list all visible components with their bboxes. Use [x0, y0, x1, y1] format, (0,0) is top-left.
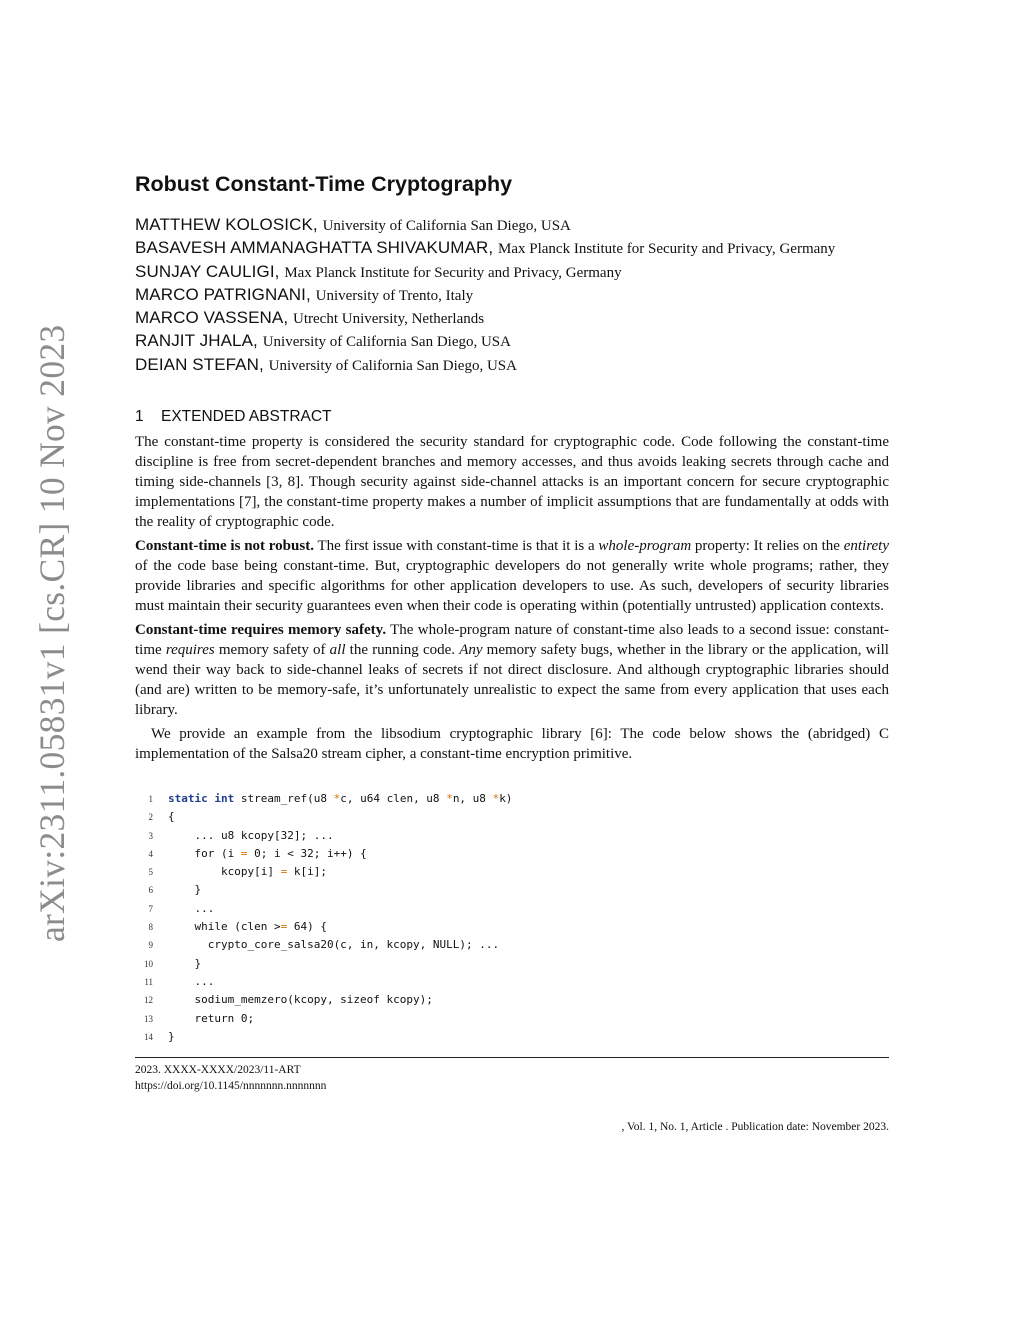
- code-source: [168, 900, 214, 918]
- line-number: 2: [148, 812, 153, 823]
- author-name: BASAVESH AMMANAGHATTA SHIVAKUMAR: [135, 238, 489, 258]
- section-heading: [135, 406, 889, 428]
- code-line: [135, 936, 889, 954]
- code-token: *: [492, 792, 500, 805]
- code-token: 0; i < 32; i++) {: [247, 846, 367, 860]
- code-source: [168, 973, 214, 991]
- line-number: 13: [144, 1013, 153, 1024]
- emphasis: whole-program: [598, 538, 692, 554]
- paragraph-not-robust: Constant-time is not robust. The first issue with constant-time is that it is a whole-program property: It relies on the entirety of the code base being constant-time. But, cryptographic developers do not generally write whole programs; rather, they provide libraries and specific algorithms for other application developers to use. As such, developers of security libraries must maintain their security guarantees even when their code is operating within (potentially untrusted) application contexts.: [135, 538, 889, 614]
- code-source: [168, 827, 334, 845]
- code-source: [168, 845, 367, 863]
- code-line: [135, 955, 889, 973]
- emphasis: Any: [459, 642, 483, 658]
- line-number: 11: [144, 976, 153, 987]
- author-affiliation: University of California San Diego, USA: [268, 357, 517, 374]
- author-entry: MATTHEW KOLOSICK, University of California San Diego, USA: [135, 215, 571, 234]
- code-source: [168, 955, 201, 973]
- author-list: [135, 213, 889, 376]
- line-number: 1: [148, 794, 153, 804]
- emphasis: all: [329, 642, 346, 658]
- publication-info: , Vol. 1, No. 1, Article . Publication date: November 2023.: [621, 1121, 889, 1133]
- code-token: ...: [168, 974, 215, 988]
- code-token: stream_ref(u8: [234, 792, 334, 805]
- code-source: [168, 881, 201, 899]
- code-token: sodium_memzero(kcopy, sizeof kcopy);: [168, 993, 433, 1007]
- author-affiliation: University of California San Diego, USA: [262, 334, 511, 351]
- code-source: [168, 1028, 175, 1046]
- line-number: 3: [148, 830, 153, 841]
- code-source: [168, 808, 175, 826]
- code-source: [168, 918, 327, 936]
- author-entry: DEIAN STEFAN, University of California San Diego, USA: [135, 354, 517, 374]
- code-line: [135, 1028, 889, 1046]
- code-token: return 0;: [168, 1011, 255, 1025]
- author-name: RANJIT JHALA: [135, 331, 254, 351]
- code-token: *: [446, 792, 453, 805]
- arxiv-identifier: arXiv:2311.05831v1 [cs.CR] 10 Nov 2023: [32, 324, 72, 942]
- line-number: 8: [148, 922, 153, 933]
- author-name: MARCO PATRIGNANI: [135, 284, 306, 304]
- code-token: =: [280, 920, 288, 934]
- code-line: [135, 808, 889, 826]
- code-source: [168, 1010, 254, 1028]
- author-affiliation: University of Trento, Italy: [315, 287, 474, 304]
- code-source: [168, 863, 327, 881]
- author-entry: SUNJAY CAULIGI, Max Planck Institute for Security and Privacy, Germany: [135, 261, 622, 281]
- code-token: crypto_core_salsa20(c, in, kcopy, NULL); ...: [168, 938, 500, 952]
- code-token: 64) {: [287, 920, 327, 934]
- line-number: 9: [148, 940, 153, 951]
- code-token: n, u8: [452, 792, 493, 805]
- author-entry: MARCO VASSENA, Utrecht University, Netherlands: [135, 308, 485, 328]
- author-affiliation: Max Planck Institute for Security and Privacy, Germany: [498, 241, 836, 258]
- code-token: for (i: [168, 846, 241, 860]
- line-number: 5: [148, 867, 153, 878]
- author-affiliation: Max Planck Institute for Security and Privacy, Germany: [284, 264, 622, 281]
- paragraph-intro: The constant-time property is considered the security standard for cryptographic code. Code following the constant-time discipline is free from secret-dependent branches and memory accesses, and thus avoids leaking secrets through cache and timing side-channels [3, 8]. Though security against side-channel attacks is an important concern for secure cryptographic implementations [7], the constant-time property makes a number of implicit assumptions that are fundamentally at odds with the reality of cryptographic code.: [135, 434, 889, 530]
- footnote-doi: https://doi.org/10.1145/nnnnnnn.nnnnnnn: [135, 1080, 327, 1092]
- code-line: [135, 973, 889, 991]
- code-token: {: [168, 810, 175, 824]
- author-name: SUNJAY CAULIGI: [135, 261, 275, 281]
- author-name: MARCO VASSENA: [135, 308, 284, 328]
- emphasis: entirety: [843, 538, 889, 554]
- author-name: MATTHEW KOLOSICK: [135, 215, 313, 234]
- author-affiliation: University of California San Diego, USA: [322, 218, 571, 234]
- paper-title: Robust Constant-Time Cryptography: [135, 172, 513, 196]
- code-source: [168, 790, 512, 808]
- code-source: [168, 991, 433, 1009]
- code-token: int: [214, 792, 235, 805]
- code-token: ...: [168, 901, 215, 915]
- code-token: static: [168, 792, 208, 805]
- code-line: [135, 881, 889, 899]
- code-token: *: [333, 792, 341, 805]
- runin-heading: Constant-time is not robust.: [135, 538, 314, 554]
- abstract-body: [135, 432, 889, 768]
- code-line: [135, 991, 889, 1009]
- code-line: [135, 1010, 889, 1028]
- code-token: kcopy[i]: [168, 865, 281, 879]
- author-entry: RANJIT JHALA, University of California San Diego, USA: [135, 331, 511, 351]
- code-line: [135, 863, 889, 881]
- code-listing: [135, 790, 889, 1046]
- author-affiliation: Utrecht University, Netherlands: [293, 311, 485, 328]
- emphasis: requires: [165, 642, 215, 658]
- code-token: }: [168, 1029, 175, 1043]
- code-token: while (clen >: [168, 920, 281, 934]
- code-token: =: [240, 846, 248, 860]
- code-token: k): [499, 792, 513, 805]
- code-line: [135, 845, 889, 863]
- code-line: [135, 790, 889, 808]
- runin-heading: Constant-time requires memory safety.: [135, 622, 387, 638]
- author-entry: MARCO PATRIGNANI, University of Trento, Italy: [135, 284, 474, 304]
- line-number: 6: [148, 885, 153, 896]
- code-token: =: [280, 865, 288, 879]
- line-number: 4: [148, 848, 153, 859]
- code-token: c, u64 clen, u8: [340, 792, 447, 805]
- code-line: [135, 827, 889, 845]
- paragraph-example: We provide an example from the libsodium cryptographic library [6]: The code below shows the (abridged) C implementation of the Salsa20 stream cipher, a constant-time encryption primitive.: [135, 726, 889, 762]
- code-token: }: [168, 883, 202, 897]
- line-number: 10: [144, 958, 153, 969]
- author-name: DEIAN STEFAN: [135, 354, 260, 374]
- code-token: k[i];: [287, 865, 327, 879]
- paragraph-memory-safety: Constant-time requires memory safety. The whole-program nature of constant-time also leads to a second issue: constant-time requires memory safety of all the running code. Any memory safety bugs, whether in the library or the application, will wend their way back to side-channel leaks of secrets if not direct disclosure. And although cryptographic libraries should (and are) written to be memory-safe, it’s unfortunately unrealistic to expect the same from every application that uses each library.: [135, 622, 889, 718]
- line-number: 7: [148, 903, 153, 914]
- code-token: ... u8 kcopy[32]; ...: [168, 828, 334, 842]
- code-token: }: [168, 956, 202, 970]
- code-line: [135, 900, 889, 918]
- footnote-article-id: 2023. XXXX-XXXX/2023/11-ART: [135, 1064, 301, 1076]
- line-number: 14: [144, 1031, 153, 1042]
- section-number: 1: [135, 408, 144, 425]
- code-source: [168, 936, 499, 954]
- author-entry: BASAVESH AMMANAGHATTA SHIVAKUMAR, Max Planck Institute for Security and Privacy, Germany: [135, 238, 836, 258]
- line-number: 12: [144, 995, 153, 1006]
- footnote-rule: [135, 1057, 889, 1058]
- code-line: [135, 918, 889, 936]
- section-title: EXTENDED ABSTRACT: [161, 408, 332, 425]
